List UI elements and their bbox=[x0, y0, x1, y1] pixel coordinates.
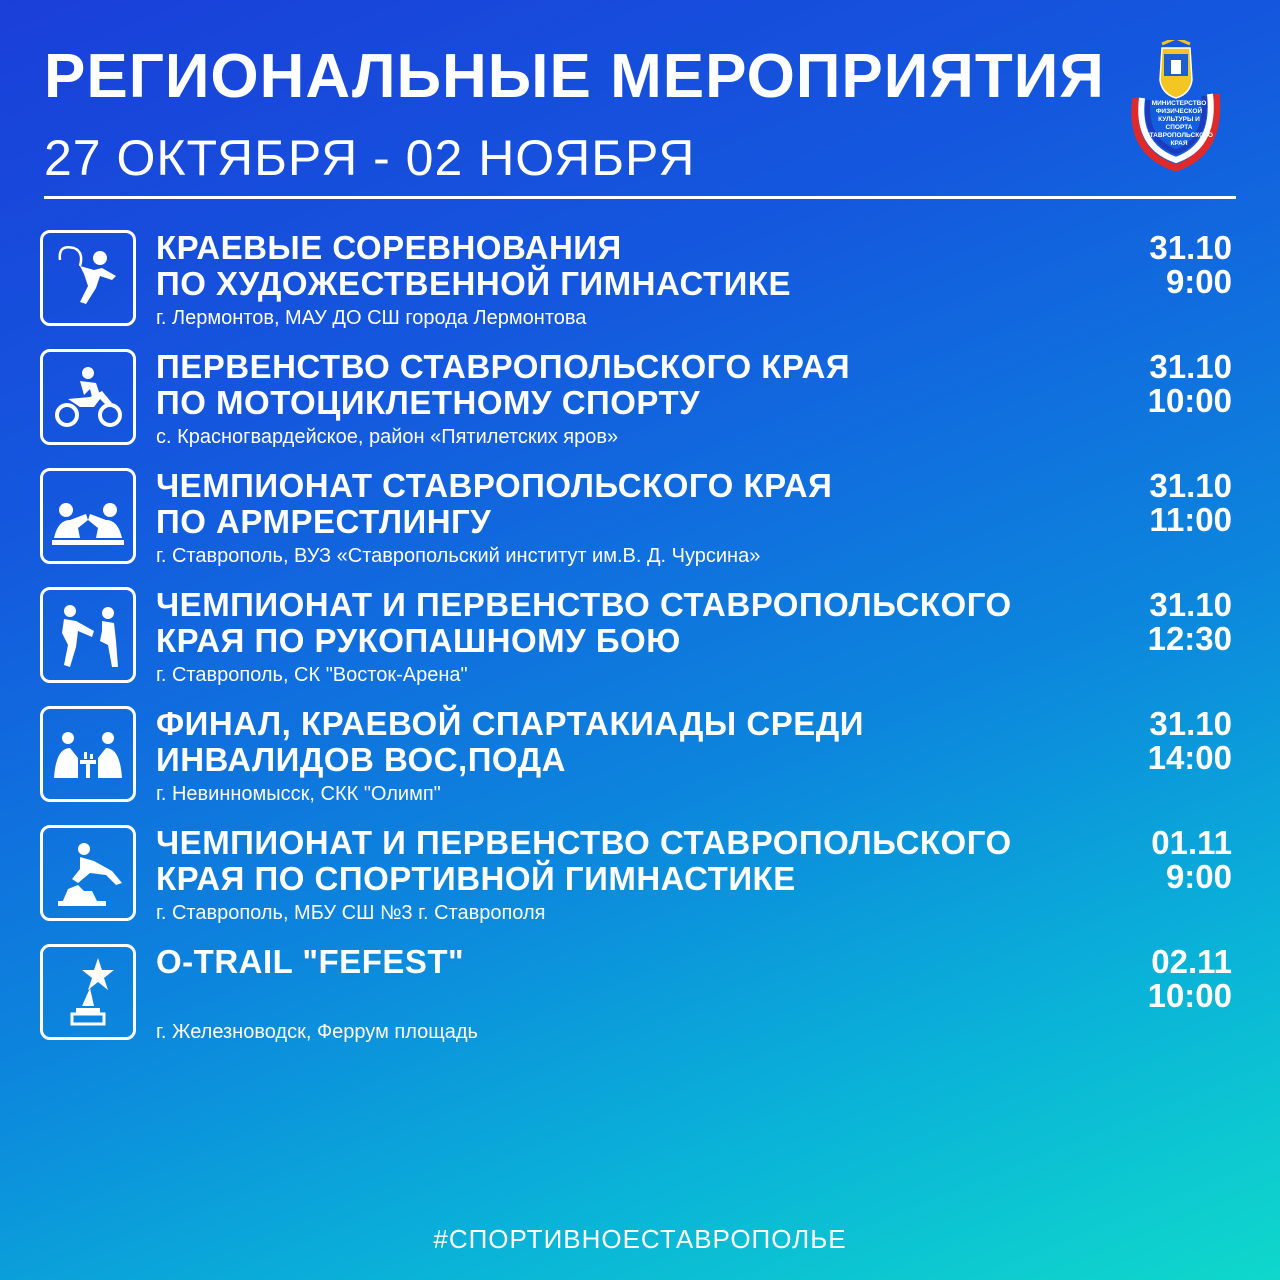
event-title-line1: ПЕРВЕНСТВО СТАВРОПОЛЬСКОГО КРАЯ bbox=[156, 348, 851, 385]
event-title-line1: ЧЕМПИОНАТ И ПЕРВЕНСТВО СТАВРОПОЛЬСКОГО bbox=[156, 586, 1012, 623]
event-title-line1: ФИНАЛ, КРАЕВОЙ СПАРТАКИАДЫ СРЕДИ bbox=[156, 705, 864, 742]
event-date: 31.10 bbox=[1149, 586, 1232, 623]
event-title-line1: ЧЕМПИОНАТ И ПЕРВЕНСТВО СТАВРОПОЛЬСКОГО bbox=[156, 824, 1012, 861]
star-trophy-icon bbox=[40, 944, 136, 1040]
event-title-line1: КРАЕВЫЕ СОРЕВНОВАНИЯ bbox=[156, 229, 622, 266]
event-time: 12:30 bbox=[1147, 620, 1232, 657]
event-venue: г. Ставрополь, ВУЗ «Ставропольский институт им.В. Д. Чурсина» bbox=[156, 545, 761, 567]
hashtag: #СПОРТИВНОЕСТАВРОПОЛЬЕ bbox=[433, 1224, 847, 1254]
date-range: 27 ОКТЯБРЯ - 02 НОЯБРЯ bbox=[44, 130, 696, 186]
armwrestling-icon bbox=[40, 468, 136, 564]
event-item bbox=[40, 468, 1236, 568]
event-time: 14:00 bbox=[1147, 739, 1232, 776]
event-title-line2: КРАЯ ПО СПОРТИВНОЙ ГИМНАСТИКЕ bbox=[156, 860, 796, 897]
motorcycle-icon bbox=[40, 349, 136, 445]
event-time: 9:00 bbox=[1165, 263, 1232, 300]
event-date: 01.11 bbox=[1151, 824, 1232, 861]
event-item bbox=[40, 230, 1236, 330]
event-date: 31.10 bbox=[1149, 467, 1232, 504]
event-title-line2: ПО МОТОЦИКЛЕТНОМУ СПОРТУ bbox=[156, 384, 701, 421]
event-time: 9:00 bbox=[1165, 858, 1232, 895]
page-title: РЕГИОНАЛЬНЫЕ МЕРОПРИЯТИЯ bbox=[44, 42, 1105, 111]
hand-to-hand-combat-icon bbox=[40, 587, 136, 683]
event-title-line2: КРАЯ ПО РУКОПАШНОМУ БОЮ bbox=[156, 622, 681, 659]
event-time: 11:00 bbox=[1149, 501, 1232, 538]
event-title-line1: ЧЕМПИОНАТ СТАВРОПОЛЬСКОГО КРАЯ bbox=[156, 467, 833, 504]
rhythmic-gymnastics-icon bbox=[40, 230, 136, 326]
header-divider bbox=[44, 196, 1236, 199]
ministry-logo-text: МИНИСТЕРСТВО ФИЗИЧЕСКОЙ КУЛЬТУРЫ И СПОРТА СТАВРОПОЛЬСКОГО КРАЯ bbox=[1145, 100, 1213, 147]
event-time: 10:00 bbox=[1147, 977, 1232, 1014]
event-date: 31.10 bbox=[1149, 705, 1232, 742]
event-date: 31.10 bbox=[1149, 348, 1232, 385]
event-venue: г. Железноводск, Феррум площадь bbox=[156, 1021, 478, 1043]
event-item bbox=[40, 587, 1236, 687]
event-time: 10:00 bbox=[1147, 382, 1232, 419]
event-item bbox=[40, 706, 1236, 806]
event-venue: с. Красногвардейское, район «Пятилетских яров» bbox=[156, 426, 619, 448]
artistic-gymnastics-icon bbox=[40, 825, 136, 921]
event-title-line2: ПО ХУДОЖЕСТВЕННОЙ ГИМНАСТИКЕ bbox=[156, 265, 792, 302]
event-venue: г. Ставрополь, МБУ СШ №3 г. Ставрополя bbox=[156, 902, 546, 924]
event-date: 31.10 bbox=[1149, 229, 1232, 266]
event-date: 02.11 bbox=[1151, 943, 1232, 980]
event-venue: г. Невинномысск, СКК "Олимп" bbox=[156, 783, 441, 805]
event-venue: г. Ставрополь, СК "Восток-Арена" bbox=[156, 664, 468, 686]
event-item bbox=[40, 825, 1236, 925]
event-title-line1: O-TRAIL "FEFEST" bbox=[156, 943, 465, 980]
chess-icon bbox=[40, 706, 136, 802]
event-title-line2: ИНВАЛИДОВ ВОС,ПОДА bbox=[156, 741, 566, 778]
event-item bbox=[40, 349, 1236, 449]
event-title-line2: ПО АРМРЕСТЛИНГУ bbox=[156, 503, 492, 540]
event-venue: г. Лермонтов, МАУ ДО СШ города Лермонтова bbox=[156, 307, 587, 329]
event-item bbox=[40, 944, 1236, 1044]
